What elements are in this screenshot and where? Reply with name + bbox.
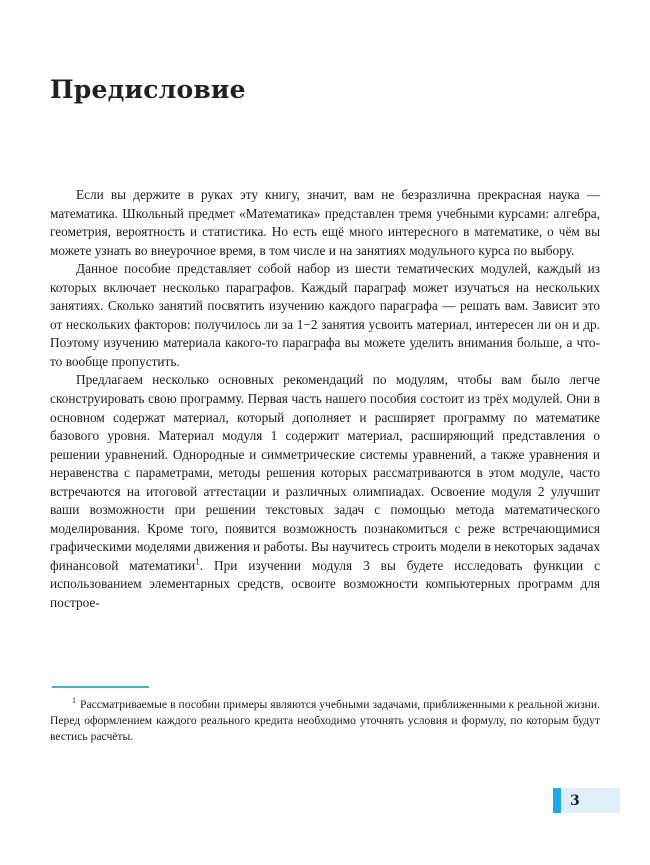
footnote-block [50,686,600,746]
page-number-accent-bar [553,788,561,813]
footnote-body-text: Рассматриваемые в пособии примеры являются учебными задачами, приближенными к реальной жизни. Перед оформлением каждого реального кредита необходимо уточнять условия и формулу, по которым будут вестись расчёты. [50,698,600,744]
body-text-column [50,186,600,613]
page-number-value: 3 [570,792,580,809]
footnote-separator-rule [52,686,149,688]
body-paragraph-3 [50,371,600,612]
body-paragraph-3-text-after-footnote: . При изучении модуля 3 вы будете исследовать функции с использованием элементарных средств, освоите возможности компьютерных программ для построе- [50,557,600,611]
page-title: Предисловие [50,75,246,104]
body-paragraph-1: Если вы держите в руках эту книгу, значит, вам не безразлична прекрасная наука — математика. Школьный предмет «Математика» представлен тремя учебными курсами: алгебра, геометрия, вероятность и статистика. Но есть ещё много интересного в математике, о чём вы можете узнать во внеурочное время, в том числе и на занятиях модульного курса по выбору. [50,187,600,258]
body-paragraph-3-text-before-footnote: Предлагаем несколько основных рекомендаций по модулям, чтобы вам было легче сконструировать свою программу. Первая часть нашего пособия состоит из трёх модулей. Они в основном содержат материал, который дополняет и расширяет программу по математике базового уровня. Материал модуля 1 содержит материал, расширяющий представления о решении уравнений. Однородные и симметрические системы уравнений, а также уравнения и неравенства с параметрами, методы решения которых рассматриваются в этом модуле, часто встречаются на итоговой аттестации и различных олимпиадах. Освоение модуля 2 улучшит ваши возможности при решении текстовых задач с помощью метода математического моделирования. Кроме того, появится возможность познакомиться с реже встречающимися графическими моделями движения и работы. Вы научитесь строить модели в некоторых задачах финансовой математики [50,372,600,573]
footnote-paragraph [50,697,600,746]
footnote-number-marker: 1 [72,696,76,706]
footnote-reference-marker[interactable]: 1 [195,556,200,567]
page-number-badge [553,788,620,813]
body-paragraph-2: Данное пособие представляет собой набор из шести тематических модулей, каждый из которых включает несколько параграфов. Каждый параграф может изучаться на нескольких занятиях. Сколько занятий посвятить изучению каждого параграфа — решать вам. Зависит это от нескольких факторов: получилось ли за 1−2 занятия усвоить материал, интересен ли он и др. Поэтому изучению материала какого-то параграфа вы можете уделить внимания больше, а что-то вообще пропустить. [50,261,600,369]
